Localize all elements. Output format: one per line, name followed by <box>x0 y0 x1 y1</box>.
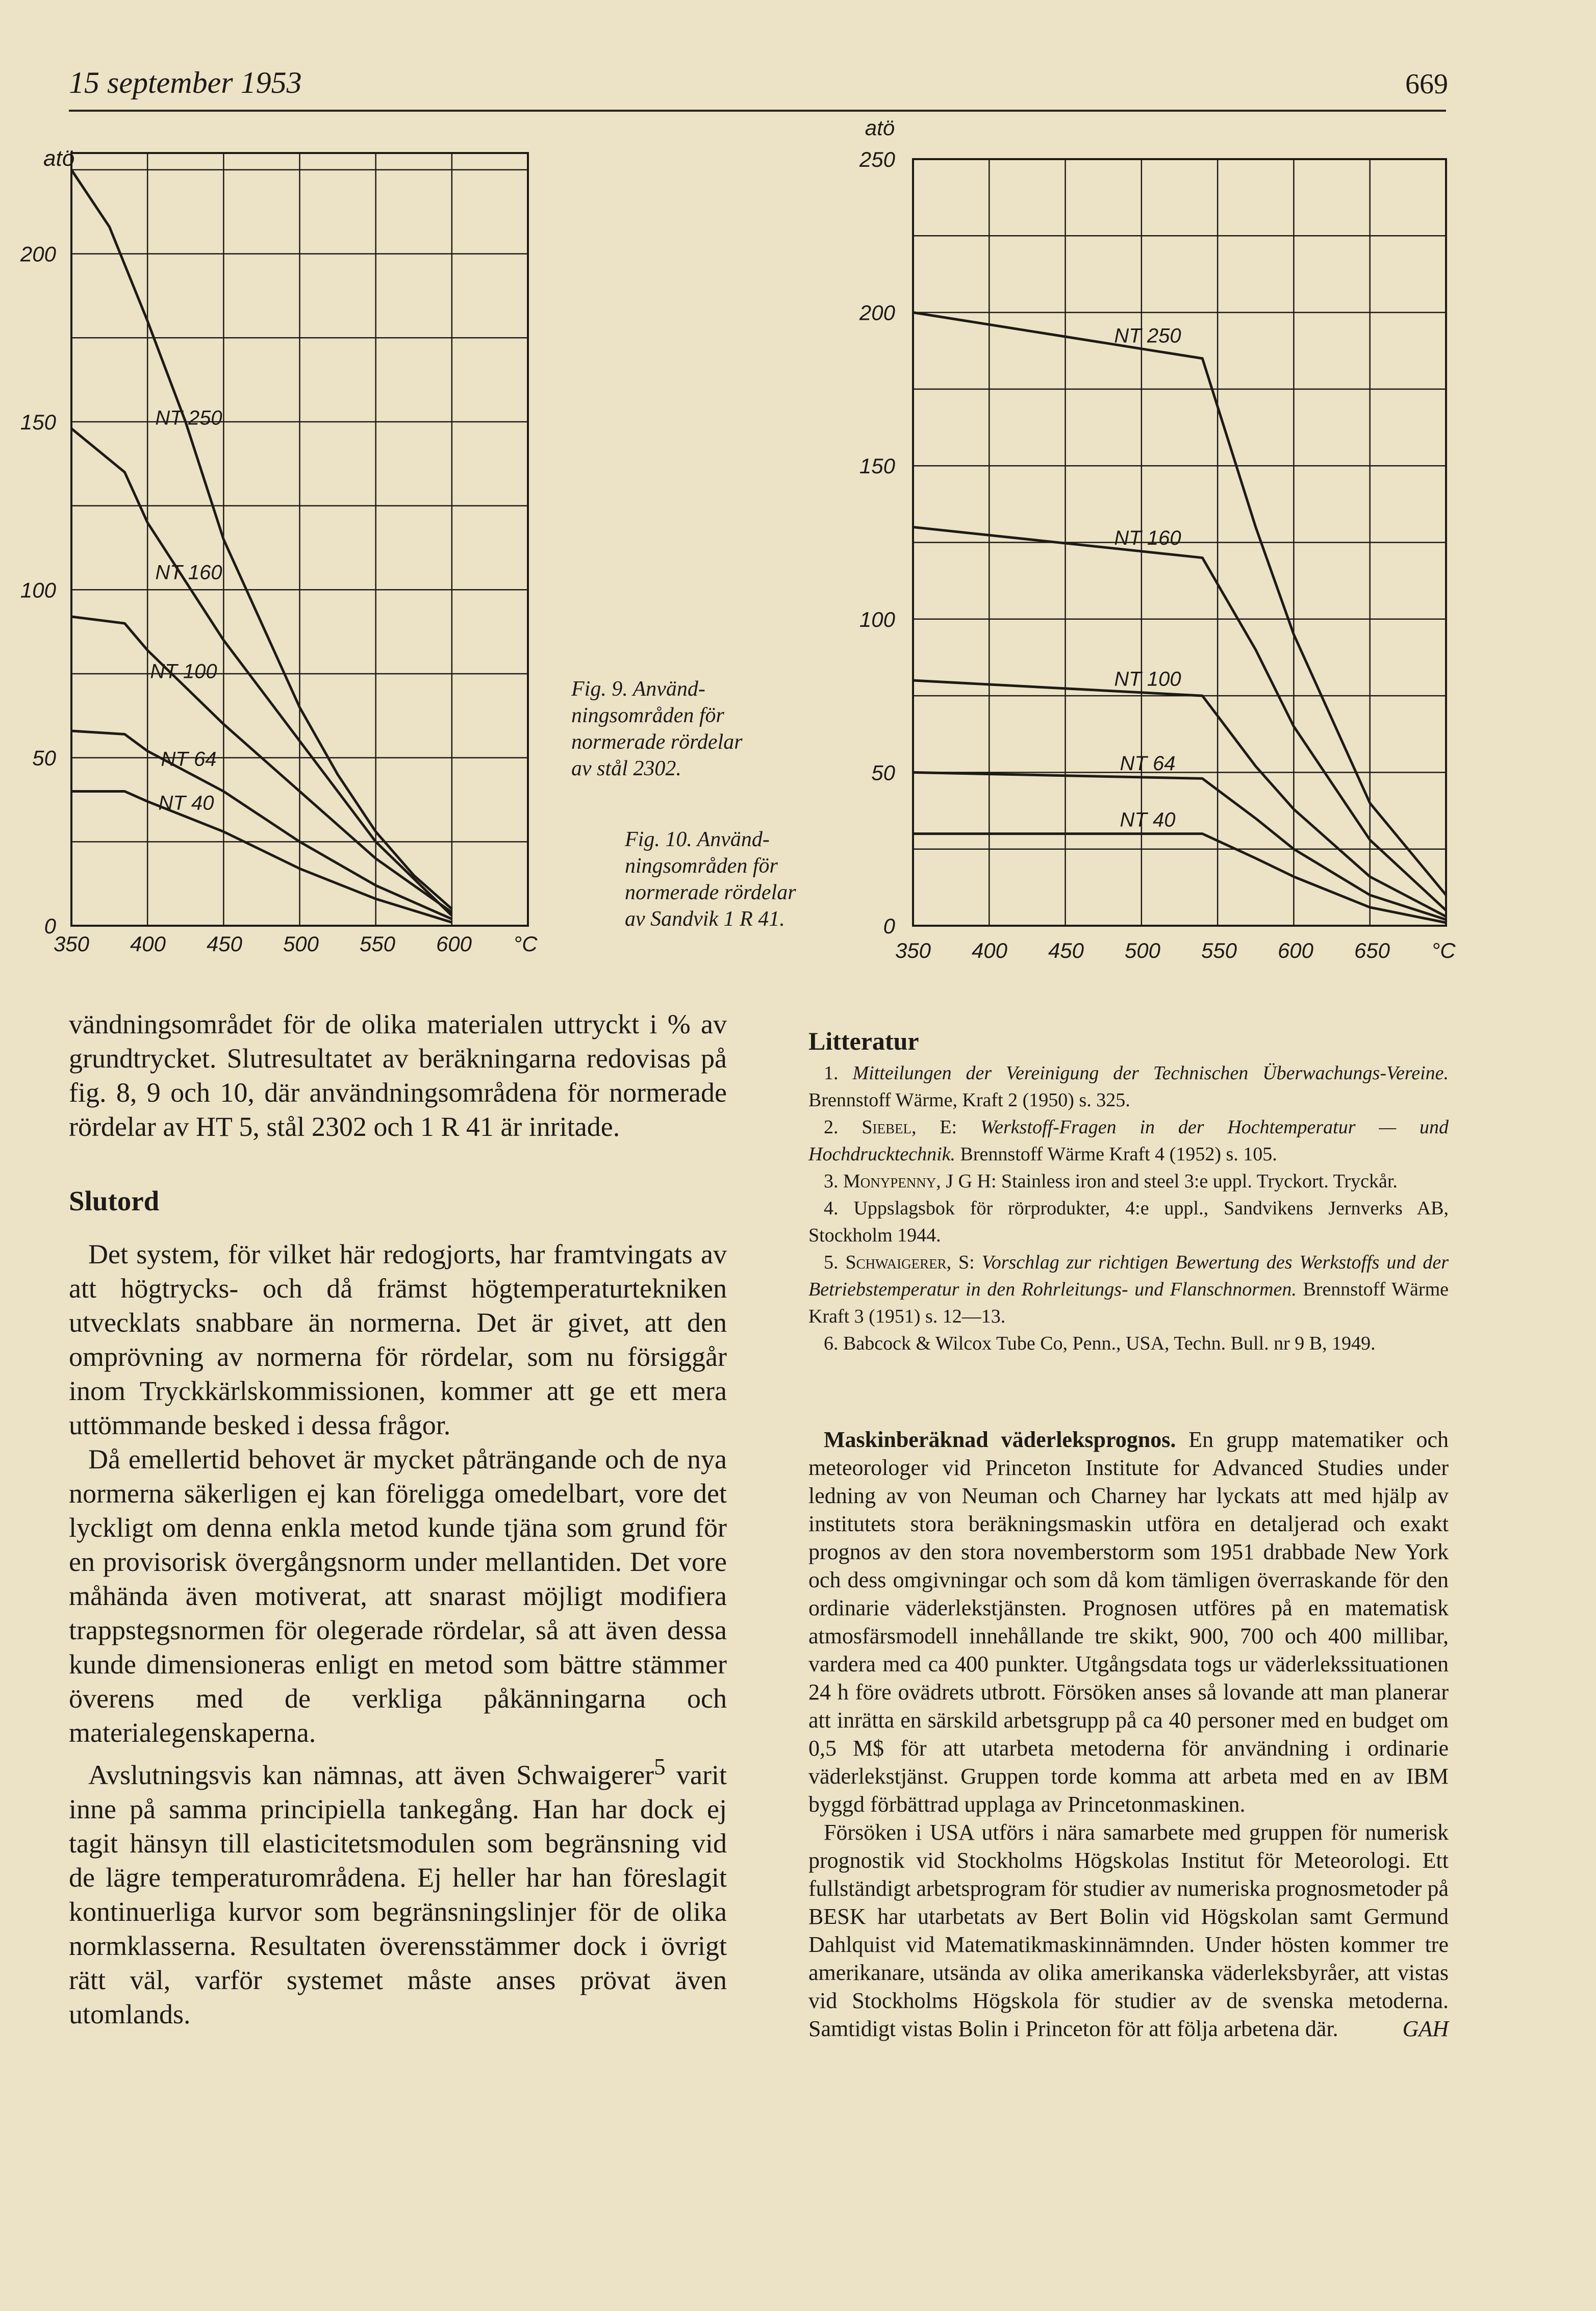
x-tick-label: 400 <box>971 938 1008 962</box>
x-tick-label: 400 <box>130 932 166 956</box>
ref-number: 5. <box>824 1252 846 1273</box>
fig10-caption-line: ningsområden för <box>625 854 778 878</box>
fig9-chart <box>0 122 561 989</box>
x-tick-label: 550 <box>1201 938 1237 962</box>
series-label: NT 160 <box>155 561 222 584</box>
fig9-caption-line: Fig. 9. Använd- <box>571 677 705 701</box>
y-tick-label: 200 <box>859 300 895 325</box>
x-tick-label: °C <box>1431 938 1456 962</box>
x-tick-label: 600 <box>1277 938 1314 962</box>
series-line-nt100 <box>71 617 452 912</box>
reference-item <box>808 1060 1449 1114</box>
ref-number: 2. <box>824 1116 862 1138</box>
series-line-nt160 <box>913 527 1446 910</box>
news-paragraph <box>808 1818 1449 2043</box>
x-tick-label: 500 <box>283 932 319 956</box>
fig9-caption-line: av stål 2302. <box>571 757 681 780</box>
paragraph: Det system, för vilket här redogjorts, har framtvingats av att högtrycks- och då främst högtemperaturtekniken utvecklats snabbare än normerna. Det är givet, att den omprövning av normerna för rördelar, som nu försiggår inom Tryckkärlskommissionen, kommer att ge ett mera uttömmande besked i dessa frågor. <box>69 1239 727 1440</box>
series-line-nt40 <box>71 792 452 923</box>
news-title: Maskinberäknad väderleksprognos. <box>824 1427 1176 1452</box>
left-column <box>69 1007 727 2031</box>
ref-source: , J G H: Stainless iron and steel 3:e uppl. Tryckort. Tryckår. <box>936 1171 1398 1192</box>
news-text: En grupp matematiker och meteorologer vid Princeton Institute for Advanced Studies under ledning av von Neuman och Charney har lyckats att med hjälp av institutets stora beräkningsmaskin utföra en detaljerad och exakt prognos av den stora novemberstorm som 1951 drabbade New York och dess omgivningar och som då kom tämligen överraskande för den ordinarie väderlekstjänsten. Prognosen utföres på en matematisk atmosfärsmodell innehållande tre skikt, 900, 700 och 400 millibar, vardera med ca 400 punkter. Utgångsdata togs ur väderlekssituationen 24 h före ovädrets utbrott. Försöken anses så lovande att man planerar att inrätta en särskild arbetsgrupp på ca 40 personer med en budget om 0,5 M$ för att utarbeta metoderna för användning i ordinarie väderlekstjänst. Gruppen torde komma att arbeta med en av IBM byggd förbättrad upplaga av Princetonmaskinen. <box>808 1427 1449 1817</box>
series-label: NT 40 <box>1120 808 1176 831</box>
header-rule <box>69 110 1446 112</box>
ref-number: 1. <box>824 1062 853 1084</box>
x-tick-label: 350 <box>895 938 931 962</box>
series-label: NT 64 <box>1120 752 1176 775</box>
fig10-caption-line: Fig. 10. Använd- <box>625 828 770 851</box>
ref-title: Werkstoff-Fragen in der Hochtemperatur — und Hochdrucktechnik. <box>808 1116 1449 1165</box>
series-line-nt40 <box>913 834 1446 923</box>
fig9-caption-line: ningsområden för <box>571 704 724 727</box>
series-line-nt100 <box>913 680 1446 917</box>
page-number: 669 <box>1405 68 1448 100</box>
y-tick-label: 200 <box>20 242 56 266</box>
ref-author: Siebel <box>862 1116 911 1138</box>
series-label: NT 100 <box>1114 668 1181 691</box>
ref-sep: , E: <box>911 1116 980 1138</box>
x-tick-label: 500 <box>1124 938 1161 962</box>
fig10-caption-line: normerade rördelar <box>625 881 796 904</box>
literature-section <box>808 1028 1449 1357</box>
reference-item: 4. Uppslagsbok för rörprodukter, 4:e uppl., Sandvikens Jernverks AB, Stockholm 1944. <box>808 1198 1449 1246</box>
ref-number: 3. <box>824 1171 843 1192</box>
paragraph-text: varit inne på samma principiella tankegång. Han har dock ej tagit hänsyn till elasticitetsmodulen som begränsning vid de lägre temperaturområdena. Ej heller har han föreslagit kontinuerliga kurvor som begränsningslinjer för de olika normklasserna. Resultaten överensstämmer dock i övrigt rätt väl, varför systemet måste anses prövat även utomlands. <box>69 1760 727 2029</box>
x-tick-label: °C <box>513 932 538 956</box>
series-label: NT 40 <box>158 792 214 815</box>
y-tick-label: 50 <box>32 746 56 770</box>
y-tick-label: 0 <box>44 914 56 938</box>
fig10-lines <box>913 313 1446 923</box>
series-label: NT 250 <box>1114 324 1181 347</box>
series-label: NT 160 <box>1114 527 1181 550</box>
reference-item <box>808 1249 1449 1330</box>
series-label: NT 64 <box>161 748 217 771</box>
y-tick-label: 100 <box>859 607 895 631</box>
y-tick-label: 0 <box>883 914 895 938</box>
ref-source: Brennstoff Wärme Kraft 3 (1951) s. 12—13. <box>808 1279 1449 1327</box>
ref-title: Vorschlag zur richtigen Bewertung des Werkstoffs und der Betriebstemperatur in den Rohrleitungs- und Flanschnormen. <box>808 1252 1449 1300</box>
series-label: NT 250 <box>155 407 222 429</box>
ref-sep: , S: <box>946 1252 982 1273</box>
series-line-nt160 <box>71 428 452 916</box>
fig9-caption <box>571 676 743 782</box>
fig9-caption-line: normerade rördelar <box>571 730 743 754</box>
reference-item <box>808 1114 1449 1168</box>
section-heading-slutord: Slutord <box>69 1185 160 1216</box>
x-tick-label: 350 <box>53 932 90 956</box>
series-line-nt250 <box>71 170 452 909</box>
reference-item <box>808 1168 1449 1195</box>
fig10-caption-line: av Sandvik 1 R 41. <box>625 907 785 931</box>
intro-paragraph: vändningsområdet för de olika materialen uttryckt i % av grundtrycket. Slutresultatet av beräkningarna redovisas på fig. 8, 9 och 10, där användningsområdena för normerade rördelar av HT 5, stål 2302 och 1 R 41 är inritade. <box>69 1009 727 1142</box>
ref-author: Schwaigerer <box>845 1252 947 1273</box>
x-tick-label: 450 <box>1048 938 1084 962</box>
fig10-caption <box>625 826 796 932</box>
fig9-grid <box>71 153 528 926</box>
reference-item: 6. Babcock & Wilcox Tube Co, Penn., USA, Techn. Bull. nr 9 B, 1949. <box>824 1333 1376 1354</box>
footnote-ref: 5 <box>654 1754 666 1780</box>
x-tick-label: 550 <box>359 932 396 956</box>
ref-source: Brennstoff Wärme, Kraft 2 (1950) s. 325. <box>808 1089 1130 1111</box>
paragraph-text: Avslutningsvis kan nämnas, att även Schwaigerer <box>88 1760 654 1790</box>
news-text: Försöken i USA utförs i nära samarbete med gruppen för numerisk prognostik vid Stockholms Högskolas Institut för Meteorologi. Ett fullständigt arbetsprogram för studier av numeriska prognosmetoder på BESK har utarbetats av Bert Bolin vid Högskolan samt Germund Dahlquist vid Matematikmaskinnämnden. Under hösten kommer tre amerikanare, utsända av olika amerikanska väderleksbyråer, att vistas vid Stockholms Högskola för studier av de svenska metoderna. Samtidigt vistas Bolin i Princeton för att följa arbetena där. <box>808 1820 1449 2041</box>
x-tick-label: 450 <box>206 932 243 956</box>
fig9-lines <box>71 170 452 922</box>
paragraph: Då emellertid behovet är mycket påträngande och de nya normerna säkerligen ej kan föreligga omedelbart, vore det lyckligt om denna enkla metod kunde tjäna som grund för en provisorisk övergångsnorm under mellantiden. Det vore måhända även motiverat, att snarast möjligt modifiera trappstegsnormen för olegerade rördelar, så att även dessa kunde dimensioneras enligt en metod som bättre stämmer överens med de verkliga påkänningarna och materialegenskaperna. <box>69 1444 727 1748</box>
y-tick-label: 150 <box>859 454 895 478</box>
y-tick-label: 100 <box>20 578 56 602</box>
news-signature: GAH <box>1402 2016 1449 2041</box>
fig9-ylabel: atö <box>43 146 75 171</box>
x-tick-label: 600 <box>436 932 472 956</box>
fig10-ylabel: atö <box>865 116 895 140</box>
ref-author: Monypenny <box>843 1171 936 1192</box>
series-line-nt250 <box>913 313 1446 895</box>
x-tick-label: 650 <box>1354 938 1390 962</box>
y-tick-label: 50 <box>871 760 895 785</box>
paragraph <box>69 1750 727 2031</box>
ref-title: Mitteilungen der Vereinigung der Technischen Überwachungs-Vereine. <box>852 1062 1449 1084</box>
y-tick-label: 150 <box>20 410 56 434</box>
literature-heading: Litteratur <box>808 1027 919 1055</box>
series-label: NT 100 <box>150 660 217 683</box>
y-tick-label: 250 <box>859 147 895 171</box>
news-paragraph <box>808 1426 1449 1818</box>
fig10-chart <box>842 116 1505 989</box>
ref-source: Brennstoff Wärme Kraft 4 (1952) s. 105. <box>955 1144 1277 1165</box>
news-article <box>808 1426 1449 2043</box>
header-date: 15 september 1953 <box>69 66 302 99</box>
